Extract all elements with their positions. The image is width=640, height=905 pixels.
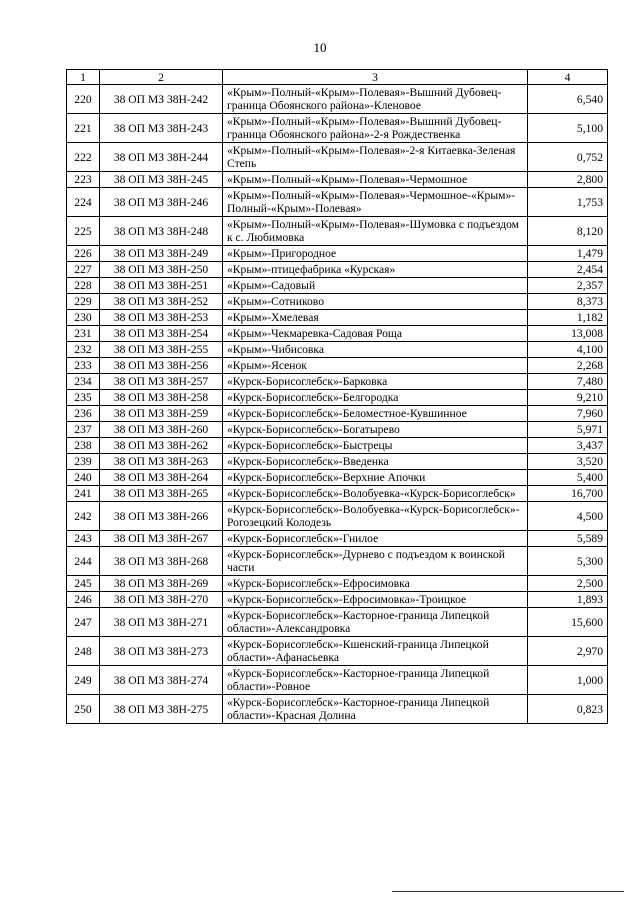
road-name: «Крым»-Ясенок: [223, 358, 528, 374]
table-row: [67, 358, 608, 374]
road-length: 1,000: [528, 666, 608, 695]
road-code: 38 ОП МЗ 38Н-259: [100, 406, 223, 422]
table-row: [67, 217, 608, 246]
header-col-1: 1: [67, 70, 100, 85]
road-length: 0,823: [528, 695, 608, 724]
road-name: «Крым»-Чибисовка: [223, 342, 528, 358]
road-name: «Курск-Борисоглебск»-Дурнево с подъездом к воинской части: [223, 547, 528, 576]
table-row: [67, 114, 608, 143]
road-length: 2,268: [528, 358, 608, 374]
road-length: 2,970: [528, 637, 608, 666]
road-code: 38 ОП МЗ 38Н-258: [100, 390, 223, 406]
road-code: 38 ОП МЗ 38Н-267: [100, 531, 223, 547]
row-number: 245: [67, 576, 100, 592]
road-name: «Курск-Борисоглебск»-Касторное-граница Липецкой области»-Ровное: [223, 666, 528, 695]
road-name: «Крым»-Полный-«Крым»-Полевая»-2-я Китаевка-Зеленая Степь: [223, 143, 528, 172]
road-name: «Курск-Борисоглебск»-Верхние Апочки: [223, 470, 528, 486]
table-row: [67, 172, 608, 188]
row-number: 233: [67, 358, 100, 374]
road-code: 38 ОП МЗ 38Н-254: [100, 326, 223, 342]
table-row: [67, 422, 608, 438]
table-row: [67, 531, 608, 547]
road-length: 6,540: [528, 85, 608, 114]
row-number: 221: [67, 114, 100, 143]
row-number: 235: [67, 390, 100, 406]
road-length: 5,100: [528, 114, 608, 143]
road-name: «Курск-Борисоглебск»-Волобуевка-«Курск-Борисоглебск»: [223, 486, 528, 502]
road-length: 5,971: [528, 422, 608, 438]
table-row: [67, 576, 608, 592]
road-code: 38 ОП МЗ 38Н-244: [100, 143, 223, 172]
row-number: 237: [67, 422, 100, 438]
road-name: «Крым»-Пригородное: [223, 246, 528, 262]
road-length: 3,437: [528, 438, 608, 454]
road-length: 13,008: [528, 326, 608, 342]
road-length: 5,589: [528, 531, 608, 547]
table-row: [67, 326, 608, 342]
road-code: 38 ОП МЗ 38Н-269: [100, 576, 223, 592]
row-number: 223: [67, 172, 100, 188]
road-length: 1,479: [528, 246, 608, 262]
road-code: 38 ОП МЗ 38Н-263: [100, 454, 223, 470]
road-code: 38 ОП МЗ 38Н-271: [100, 608, 223, 637]
road-length: 5,400: [528, 470, 608, 486]
road-code: 38 ОП МЗ 38Н-246: [100, 188, 223, 217]
road-code: 38 ОП МЗ 38Н-275: [100, 695, 223, 724]
row-number: 244: [67, 547, 100, 576]
road-name: «Курск-Борисоглебск»-Волобуевка-«Курск-Борисоглебск»-Рогозецкий Колодезь: [223, 502, 528, 531]
road-name: «Курск-Борисоглебск»-Кшенский-граница Липецкой области»-Афанасьевка: [223, 637, 528, 666]
road-length: 4,500: [528, 502, 608, 531]
row-number: 232: [67, 342, 100, 358]
table-row: [67, 310, 608, 326]
road-name: «Курск-Борисоглебск»-Касторное-граница Липецкой области»-Александровка: [223, 608, 528, 637]
road-name: «Курск-Борисоглебск»-Гнилое: [223, 531, 528, 547]
road-name: «Курск-Борисоглебск»-Богатырево: [223, 422, 528, 438]
road-name: «Крым»-Полный-«Крым»-Полевая»-Вышний Дубовец-граница Обоянского района»-2-я Рождественка: [223, 114, 528, 143]
road-code: 38 ОП МЗ 38Н-268: [100, 547, 223, 576]
road-length: 8,373: [528, 294, 608, 310]
row-number: 228: [67, 278, 100, 294]
road-name: «Крым»-птицефабрика «Курская»: [223, 262, 528, 278]
road-code: 38 ОП МЗ 38Н-253: [100, 310, 223, 326]
table-row: [67, 406, 608, 422]
row-number: 240: [67, 470, 100, 486]
road-length: 8,120: [528, 217, 608, 246]
road-length: 5,300: [528, 547, 608, 576]
road-name: «Курск-Борисоглебск»-Быстрецы: [223, 438, 528, 454]
road-name: «Крым»-Сотниково: [223, 294, 528, 310]
road-code: 38 ОП МЗ 38Н-270: [100, 592, 223, 608]
road-name: «Курск-Борисоглебск»-Барковка: [223, 374, 528, 390]
row-number: 229: [67, 294, 100, 310]
table-row: [67, 547, 608, 576]
road-name: «Крым»-Садовый: [223, 278, 528, 294]
roads-table: [66, 69, 608, 724]
table-row: [67, 637, 608, 666]
road-name: «Крым»-Хмелевая: [223, 310, 528, 326]
row-number: 241: [67, 486, 100, 502]
road-length: 4,100: [528, 342, 608, 358]
road-code: 38 ОП МЗ 38Н-257: [100, 374, 223, 390]
road-length: 1,753: [528, 188, 608, 217]
road-code: 38 ОП МЗ 38Н-249: [100, 246, 223, 262]
table-row: [67, 438, 608, 454]
row-number: 226: [67, 246, 100, 262]
row-number: 242: [67, 502, 100, 531]
table-header-row: [67, 70, 608, 85]
row-number: 220: [67, 85, 100, 114]
row-number: 227: [67, 262, 100, 278]
road-name: «Курск-Борисоглебск»-Введенка: [223, 454, 528, 470]
road-length: 2,357: [528, 278, 608, 294]
row-number: 234: [67, 374, 100, 390]
road-name: «Курск-Борисоглебск»-Белгородка: [223, 390, 528, 406]
row-number: 236: [67, 406, 100, 422]
road-code: 38 ОП МЗ 38Н-250: [100, 262, 223, 278]
road-length: 7,960: [528, 406, 608, 422]
road-name: «Курск-Борисоглебск»-Беломестное-Кувшинное: [223, 406, 528, 422]
road-length: 1,893: [528, 592, 608, 608]
road-name: «Курск-Борисоглебск»-Ефросимовка: [223, 576, 528, 592]
road-code: 38 ОП МЗ 38Н-266: [100, 502, 223, 531]
road-name: «Курск-Борисоглебск»-Касторное-граница Липецкой области»-Красная Долина: [223, 695, 528, 724]
row-number: 230: [67, 310, 100, 326]
header-col-4: 4: [528, 70, 608, 85]
road-length: 0,752: [528, 143, 608, 172]
road-name: «Крым»-Чекмаревка-Садовая Роща: [223, 326, 528, 342]
road-code: 38 ОП МЗ 38Н-248: [100, 217, 223, 246]
table-row: [67, 608, 608, 637]
table-row: [67, 502, 608, 531]
road-code: 38 ОП МЗ 38Н-251: [100, 278, 223, 294]
road-code: 38 ОП МЗ 38Н-252: [100, 294, 223, 310]
table-row: [67, 374, 608, 390]
road-name: «Крым»-Полный-«Крым»-Полевая»-Вышний Дубовец-граница Обоянского района»-Кленовое: [223, 85, 528, 114]
road-name: «Крым»-Полный-«Крым»-Полевая»-Чермошное: [223, 172, 528, 188]
row-number: 225: [67, 217, 100, 246]
table-row: [67, 188, 608, 217]
table-row: [67, 342, 608, 358]
road-length: 3,520: [528, 454, 608, 470]
road-length: 15,600: [528, 608, 608, 637]
table-row: [67, 592, 608, 608]
table-body: [67, 85, 608, 724]
table-row: [67, 470, 608, 486]
road-length: 2,500: [528, 576, 608, 592]
road-code: 38 ОП МЗ 38Н-256: [100, 358, 223, 374]
road-code: 38 ОП МЗ 38Н-264: [100, 470, 223, 486]
road-name: «Крым»-Полный-«Крым»-Полевая»-Чермошное-«Крым»-Полный-«Крым»-Полевая»: [223, 188, 528, 217]
road-code: 38 ОП МЗ 38Н-265: [100, 486, 223, 502]
header-col-3: 3: [223, 70, 528, 85]
table-row: [67, 695, 608, 724]
table-row: [67, 262, 608, 278]
road-code: 38 ОП МЗ 38Н-245: [100, 172, 223, 188]
table-row: [67, 278, 608, 294]
road-name: «Курск-Борисоглебск»-Ефросимовка»-Троицкое: [223, 592, 528, 608]
table-row: [67, 454, 608, 470]
row-number: 250: [67, 695, 100, 724]
road-length: 9,210: [528, 390, 608, 406]
row-number: 243: [67, 531, 100, 547]
table-row: [67, 85, 608, 114]
road-code: 38 ОП МЗ 38Н-262: [100, 438, 223, 454]
table-row: [67, 294, 608, 310]
row-number: 231: [67, 326, 100, 342]
table-row: [67, 246, 608, 262]
page-number: 10: [313, 40, 327, 55]
row-number: 247: [67, 608, 100, 637]
row-number: 248: [67, 637, 100, 666]
footer-divider: [392, 891, 624, 892]
row-number: 246: [67, 592, 100, 608]
road-length: 1,182: [528, 310, 608, 326]
header-col-2: 2: [100, 70, 223, 85]
row-number: 224: [67, 188, 100, 217]
table-row: [67, 390, 608, 406]
row-number: 239: [67, 454, 100, 470]
row-number: 249: [67, 666, 100, 695]
row-number: 238: [67, 438, 100, 454]
road-name: «Крым»-Полный-«Крым»-Полевая»-Шумовка с подъездом к с. Любимовка: [223, 217, 528, 246]
road-code: 38 ОП МЗ 38Н-242: [100, 85, 223, 114]
road-length: 2,454: [528, 262, 608, 278]
road-code: 38 ОП МЗ 38Н-243: [100, 114, 223, 143]
road-length: 7,480: [528, 374, 608, 390]
road-code: 38 ОП МЗ 38Н-260: [100, 422, 223, 438]
table-row: [67, 143, 608, 172]
road-length: 2,800: [528, 172, 608, 188]
table-row: [67, 666, 608, 695]
road-length: 16,700: [528, 486, 608, 502]
table-row: [67, 486, 608, 502]
road-code: 38 ОП МЗ 38Н-273: [100, 637, 223, 666]
road-code: 38 ОП МЗ 38Н-255: [100, 342, 223, 358]
road-code: 38 ОП МЗ 38Н-274: [100, 666, 223, 695]
row-number: 222: [67, 143, 100, 172]
